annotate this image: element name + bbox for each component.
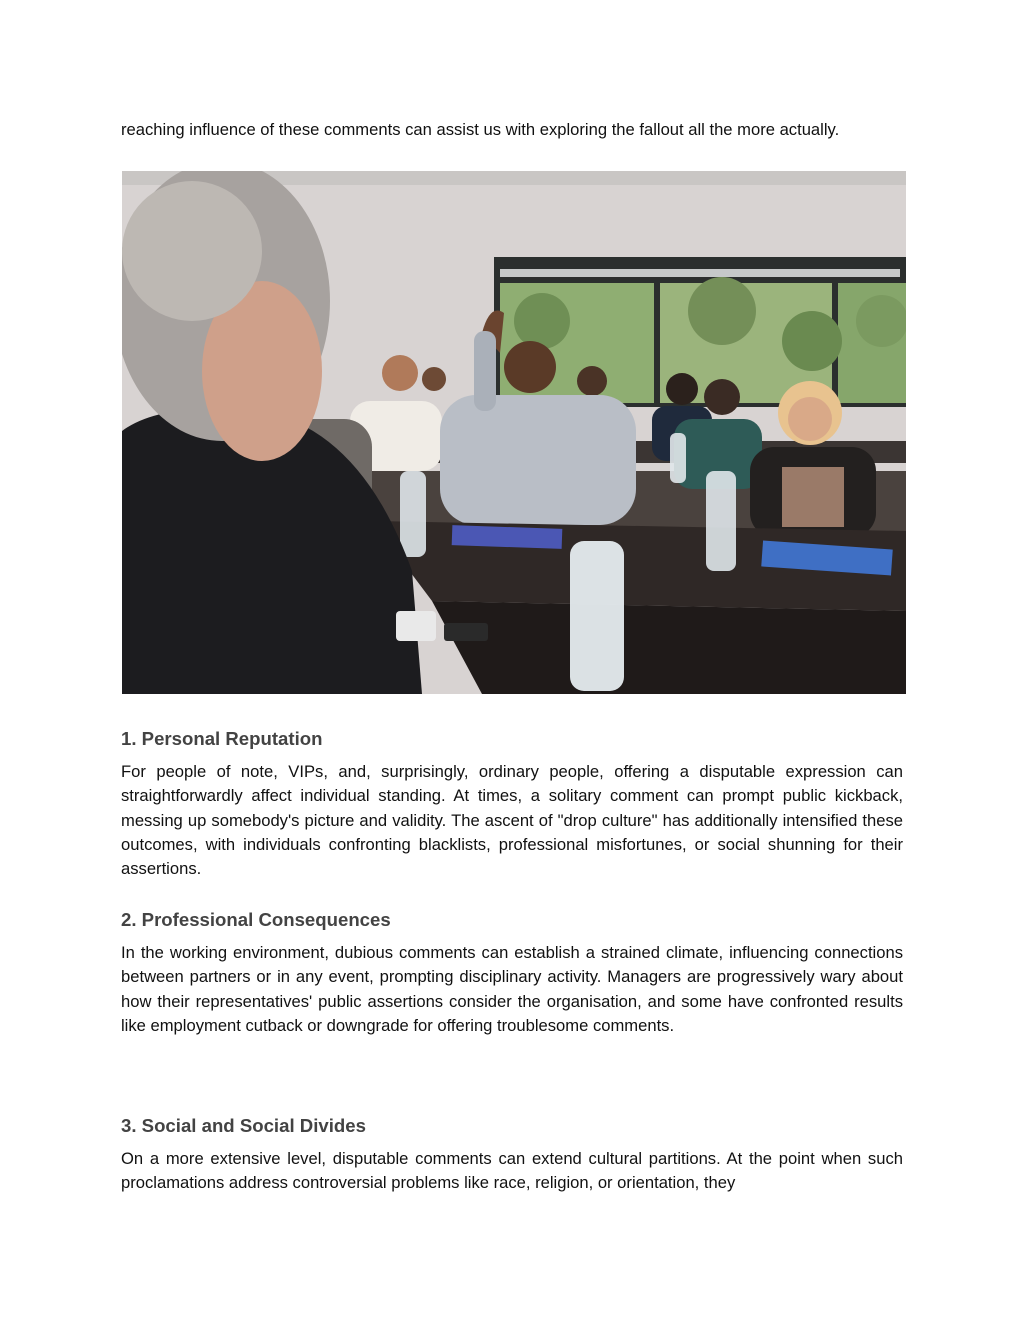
section-body-professional-consequences: In the working environment, dubious comments can establish a strained climate, influencing connections between partners or in any event, prompting disciplinary activity. Managers are progressively wary about how their representatives' public assertions consider the organisation, and some have confronted results like employment cutback or downgrade for offering troublesome comments. — [121, 943, 903, 1035]
seminar-photo — [122, 171, 906, 694]
section-heading-professional-consequences: 2. Professional Consequences — [121, 909, 391, 930]
section-heading-social-divides: 3. Social and Social Divides — [121, 1115, 366, 1136]
section-body-social-divides: On a more extensive level, disputable comments can extend cultural partitions. At the point when such proclamations address controversial problems like race, religion, or orientation, they — [121, 1149, 903, 1193]
intro-paragraph: reaching influence of these comments can assist us with exploring the fallout all the more actually. — [121, 120, 840, 139]
section-body-personal-reputation: For people of note, VIPs, and, surprisingly, ordinary people, offering a disputable expression can straightforwardly affect individual standing. At times, a solitary comment can prompt public kickback, messing up somebody's picture and validity. The ascent of "drop culture" has additionally intensified these outcomes, with individuals confronting blacklists, professional misfortunes, or social shunning for their assertions. — [121, 762, 903, 879]
document-page — [121, 118, 903, 1193]
section-heading-personal-reputation: 1. Personal Reputation — [121, 728, 323, 749]
